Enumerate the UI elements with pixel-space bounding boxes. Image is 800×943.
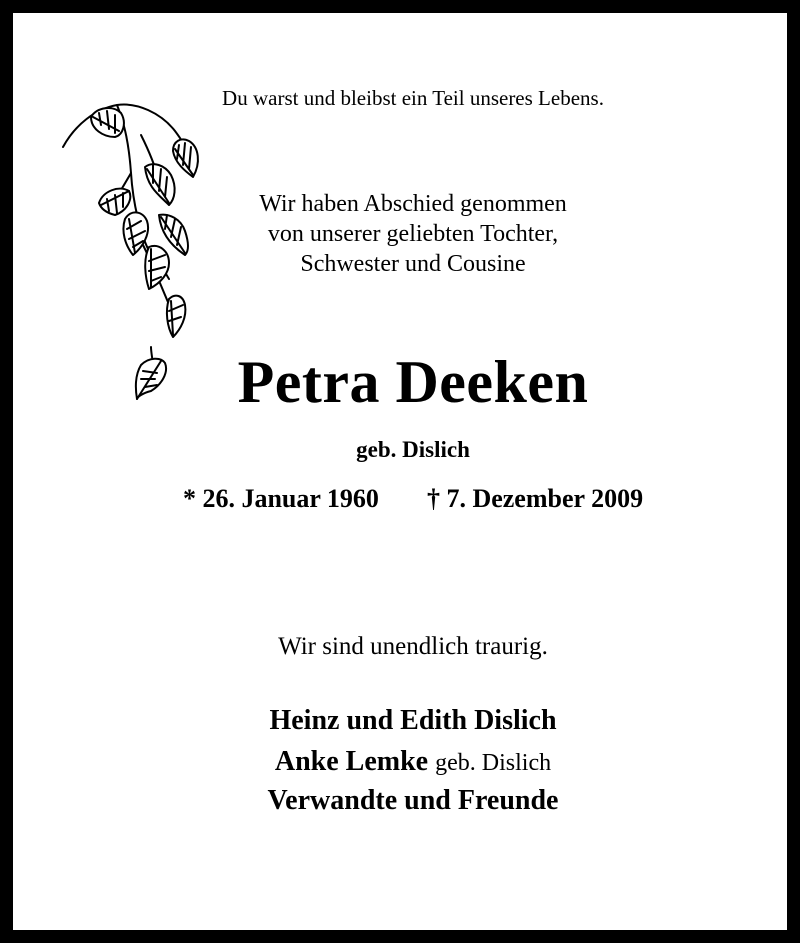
motto-line: Du warst und bleibst ein Teil unseres Lebens. <box>222 86 604 110</box>
birth-name: geb. Dislich <box>356 437 470 462</box>
death-date: † 7. Dezember 2009 <box>426 484 644 513</box>
life-dates <box>13 484 800 514</box>
mourner-line-3: Verwandte und Freunde <box>267 785 559 816</box>
deceased-name: Petra Deeken <box>237 349 589 415</box>
birth-date: * 26. Januar 1960 <box>182 484 379 513</box>
closing-line: Wir sind unendlich traurig. <box>278 633 548 660</box>
mourner-birth-name: geb. Dislich <box>435 750 552 776</box>
mourner-line-2 <box>13 746 800 778</box>
intro-line-2: von unserer geliebten Tochter, <box>267 221 559 247</box>
intro-line-3: Schwester und Cousine <box>300 251 526 277</box>
intro-text <box>13 189 800 279</box>
mourner-line-1: Heinz und Edith Dislich <box>269 705 557 736</box>
mourner-name: Anke Lemke <box>274 746 429 777</box>
intro-line-1: Wir haben Abschied genommen <box>259 191 567 217</box>
